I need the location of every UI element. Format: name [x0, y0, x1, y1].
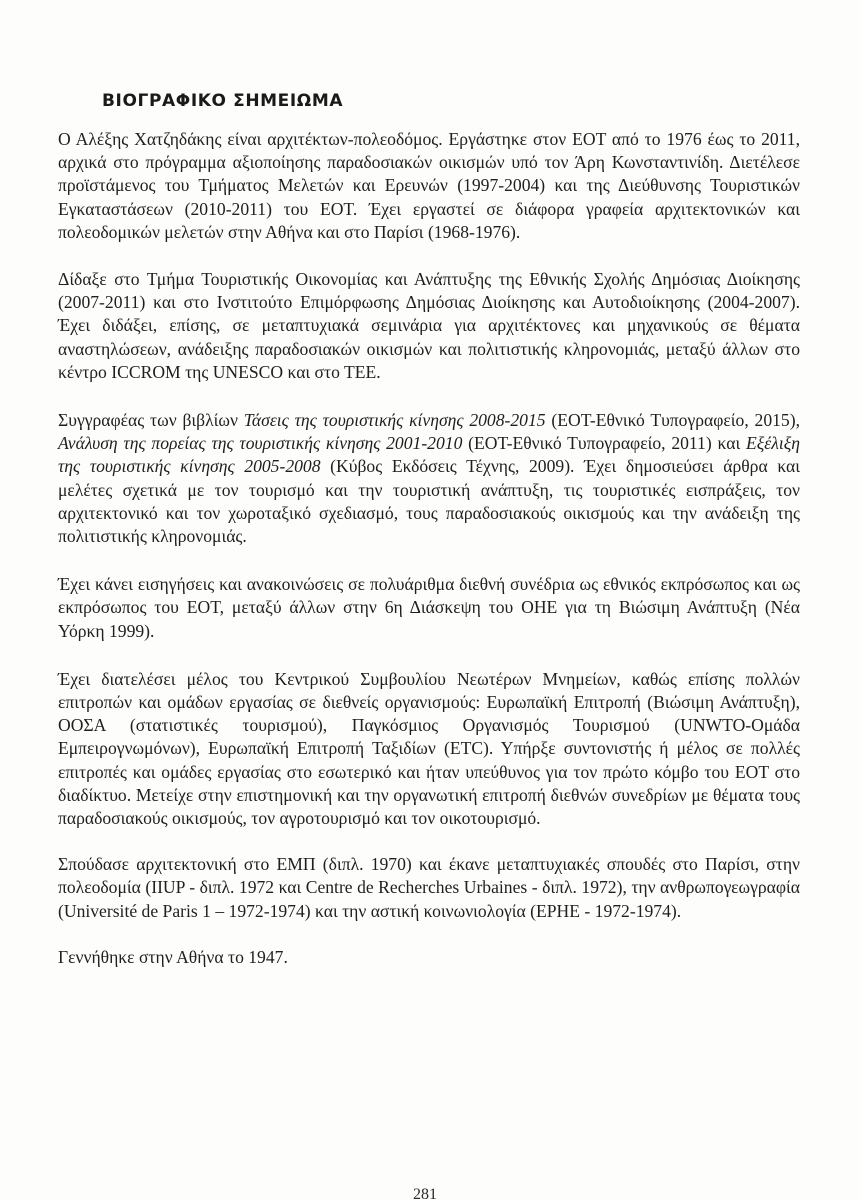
- publications-text-1: Συγγραφέας των βιβλίων: [58, 410, 244, 431]
- biography-heading: ΒΙΟΓΡΑΦΙΚΟ ΣΗΜΕΙΩΜΑ: [102, 91, 344, 111]
- publications-text-3: (ΕΟΤ-Εθνικό Τυπογραφείο, 2011) και: [462, 433, 746, 454]
- paragraph-publications: [58, 409, 800, 548]
- book-title-1: Τάσεις της τουριστικής κίνησης 2008-2015: [243, 410, 546, 431]
- paragraph-committees: Έχει διατελέσει μέλος του Κεντρικού Συμβουλίου Νεωτέρων Μνημείων, καθώς επίσης πολλών επιτροπών και ομάδων εργασίας σε διεθνείς οργανισμούς: Ευρωπαϊκή Επιτροπή (Βιώσιμη Ανάπτυξη), ΟΟΣΑ (στατιστικές τουρισμού), Παγκόσμιος Οργανισμός Τουρισμού (UNWTO-Ομάδα Εμπειρογνωμόνων), Ευρωπαϊκή Επιτροπή Ταξιδίων (ETC). Υπήρξε συντονιστής ή μέλος σε πολλές επιτροπές και ομάδες εργασίας στο εσωτερικό και ήταν υπεύθυνος για τον πρώτο κόμβο του ΕΟΤ στο διαδίκτυο. Μετείχε στην επιστημονική και την οργανωτική επιτροπή διεθνών συνεδρίων με θέματα τους παραδοσιακούς οικισμούς, τον αγροτουρισμό και τον οικοτουρισμό.: [58, 668, 800, 829]
- paragraph-career: Ο Αλέξης Χατζηδάκης είναι αρχιτέκτων-πολεοδόμος. Εργάστηκε στον ΕΟΤ από το 1976 έως το 2011, αρχικά στο πρόγραμμα αξιοποίησης παραδοσιακών οικισμών υπό τον Άρη Κωνσταντινίδη. Διετέλεσε προϊστάμενος του Τμήματος Μελετών και Ερευνών (1997-2004) και της Διεύθυνσης Τουριστικών Εγκαταστάσεων (2010-2011) του ΕΟΤ. Έχει εργαστεί σε διάφορα γραφεία αρχιτεκτονικών και πολεοδομικών μελετών στην Αθήνα και στο Παρίσι (1968-1976).: [58, 129, 800, 242]
- book-title-2: Ανάλυση της πορείας της τουριστικής κίνησης 2001-2010: [58, 433, 463, 454]
- book-title-3: Εξέλιξη της τουριστικής κίνησης 2005-2008: [58, 433, 800, 477]
- publications-text-2: (ΕΟΤ-Εθνικό Τυπογραφείο, 2015),: [545, 410, 800, 431]
- page-number: 281: [413, 1186, 437, 1203]
- publications-text-4: (Κύβος Εκδόσεις Τέχνης, 2009). Έχει δημοσιεύσει άρθρα και μελέτες σχετικά με τον τουρισμό και την τουριστική ανάπτυξη, τις τουριστικές εισπράξεις, τον αρχιτεκτονικό και τον χωροταξικό σχεδιασμό, τους παραδοσιακούς οικισμούς και την ανάδειξη της πολιτιστικής κληρονομιάς.: [58, 456, 801, 547]
- paragraph-conferences: Έχει κάνει εισηγήσεις και ανακοινώσεις σε πολυάριθμα διεθνή συνέδρια ως εθνικός εκπρόσωπος και ως εκπρόσωπος του ΕΟΤ, μεταξύ άλλων στην 6η Διάσκεψη του ΟΗΕ για τη Βιώσιμη Ανάπτυξη (Νέα Υόρκη 1999).: [58, 574, 800, 641]
- paragraph-teaching: Δίδαξε στο Τμήμα Τουριστικής Οικονομίας και Ανάπτυξης της Εθνικής Σχολής Δημόσιας Διοίκησης (2007-2011) και στο Ινστιτούτο Επιμόρφωσης Δημόσιας Διοίκησης και Αυτοδιοίκησης (2004-2007). Έχει διδάξει, επίσης, σε μεταπτυχιακά σεμινάρια για αρχιτέκτονες και μηχανικούς σε θέματα αναστηλώσεων, ανάδειξης παραδοσιακών οικισμών και πολιτιστικής κληρονομιάς, μεταξύ άλλων στο κέντρο ICCROM της UNESCO και στο ΤΕΕ.: [58, 269, 800, 382]
- paragraph-birth: Γεννήθηκε στην Αθήνα το 1947.: [58, 946, 288, 967]
- paragraph-education: Σπούδασε αρχιτεκτονική στο ΕΜΠ (διπλ. 1970) και έκανε μεταπτυχιακές σπουδές στο Παρίσι, στην πολεοδομία (IIUP - διπλ. 1972 και Centre de Recherches Urbaines - διπλ. 1972), την ανθρωπογεωγραφία (Université de Paris 1 – 1972-1974) και την αστική κοινωνιολογία (EPHE - 1972-1974).: [58, 854, 800, 921]
- biography-body: [58, 128, 800, 991]
